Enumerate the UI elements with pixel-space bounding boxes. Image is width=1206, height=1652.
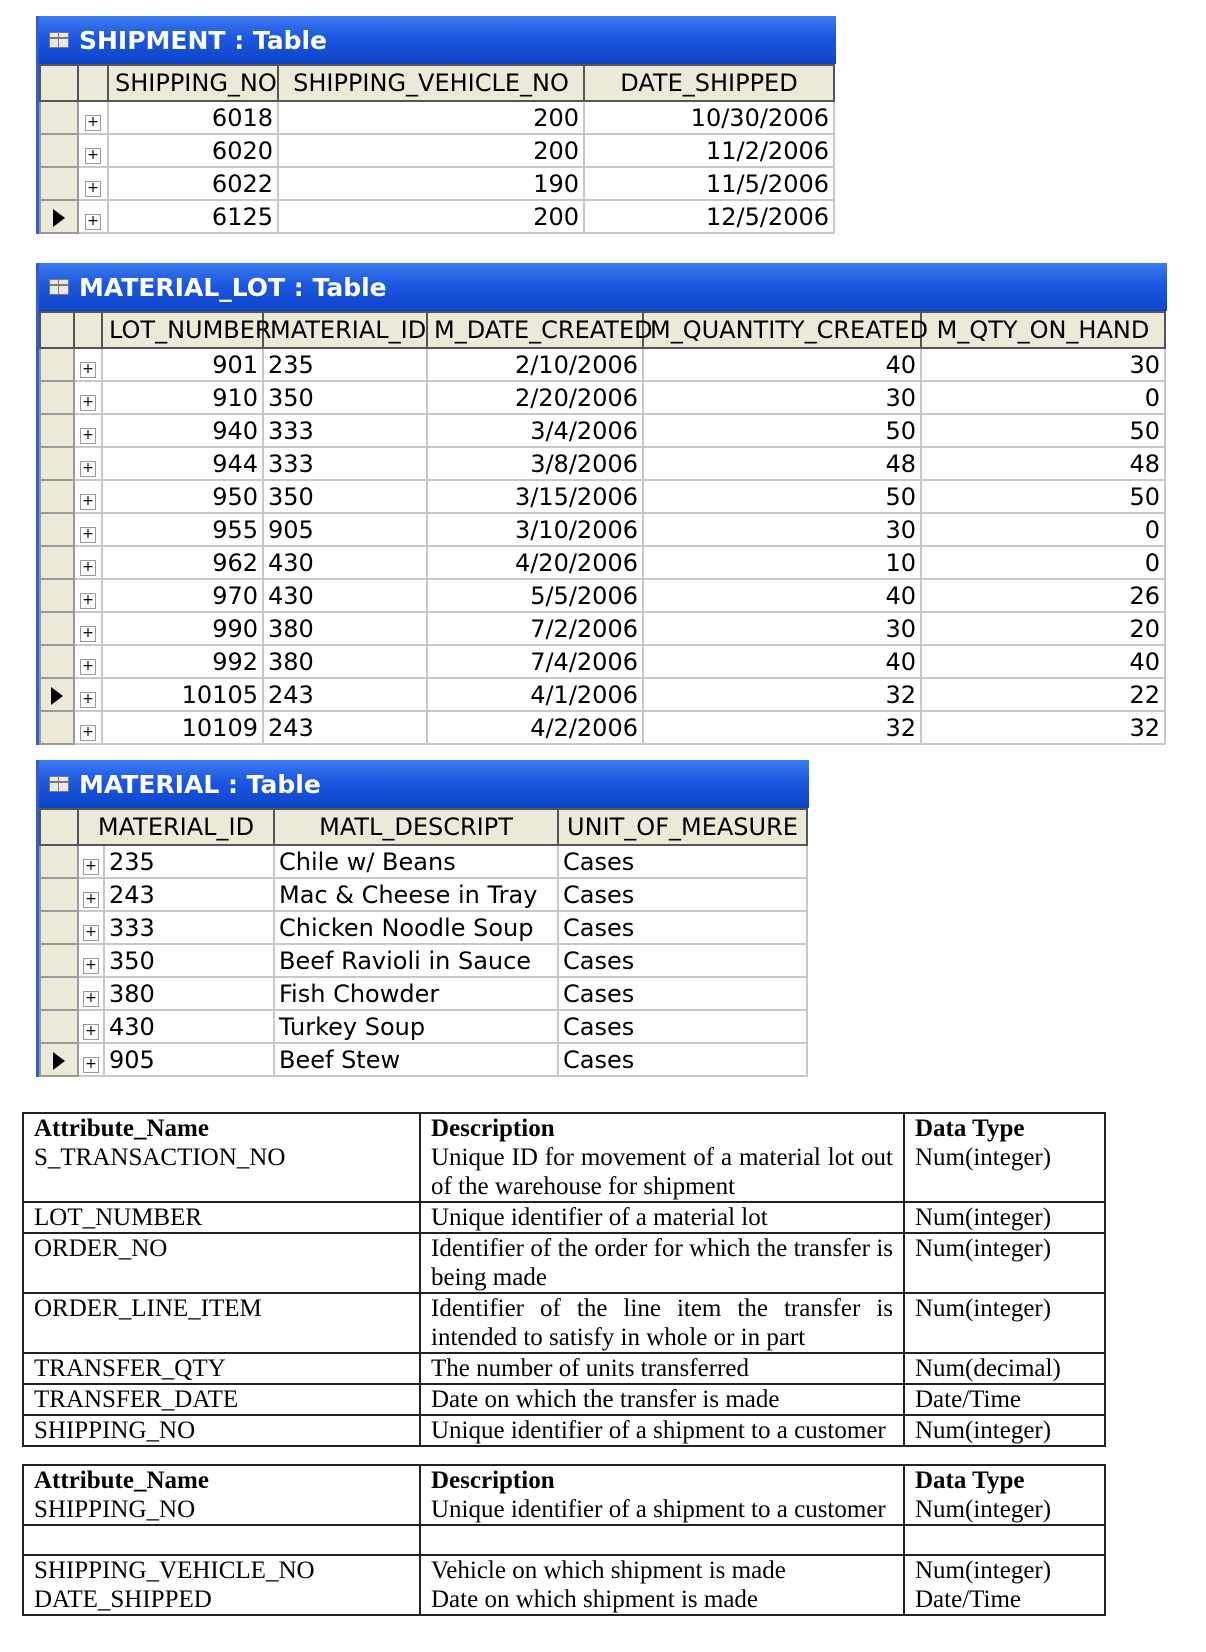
expand-icon[interactable]: + (74, 612, 102, 645)
table-row (23, 1143, 1105, 1202)
material-lot-titlebar[interactable] (39, 263, 1167, 311)
attribute-name: TRANSFER_QTY (23, 1353, 420, 1384)
cell[interactable]: 30 (921, 348, 1165, 381)
cell[interactable]: 333 (104, 911, 274, 944)
shipment-title: SHIPMENT : Table (79, 25, 328, 55)
attribute-name: S_TRANSACTION_NO (23, 1143, 420, 1202)
attribute-type: Num(decimal) (904, 1353, 1105, 1384)
table-row (23, 1353, 1105, 1384)
cell[interactable]: 350 (263, 480, 427, 513)
row-selector[interactable] (40, 612, 74, 645)
cell[interactable]: 380 (263, 612, 427, 645)
expand-icon[interactable]: + (74, 447, 102, 480)
cell[interactable]: 32 (921, 711, 1165, 744)
cell[interactable]: 40 (643, 645, 921, 678)
attribute-description: Vehicle on which shipment is made (420, 1555, 904, 1585)
cell[interactable]: 430 (263, 546, 427, 579)
table-row (23, 1202, 1105, 1233)
cell[interactable]: Cases (558, 878, 807, 911)
current-record-icon (53, 209, 65, 227)
cell[interactable]: 944 (102, 447, 263, 480)
cell[interactable]: 0 (921, 513, 1165, 546)
table-row[interactable] (40, 480, 1165, 513)
cell[interactable]: 200 (278, 200, 584, 233)
cell[interactable]: 380 (263, 645, 427, 678)
table-row (23, 1384, 1105, 1415)
corner-selector[interactable] (40, 65, 78, 101)
corner-selector[interactable] (40, 312, 74, 348)
row-selector[interactable] (40, 101, 78, 134)
expand-icon[interactable]: + (78, 167, 108, 200)
attribute-description: Unique identifier of a material lot (420, 1202, 904, 1233)
expand-icon[interactable]: + (74, 348, 102, 381)
table-row (23, 1525, 1105, 1555)
cell[interactable]: 26 (921, 579, 1165, 612)
row-selector[interactable] (40, 167, 78, 200)
expand-icon[interactable]: + (78, 200, 108, 233)
expand-icon[interactable]: + (74, 513, 102, 546)
cell[interactable]: 962 (102, 546, 263, 579)
expand-icon[interactable]: + (74, 381, 102, 414)
cell[interactable]: 10 (643, 546, 921, 579)
col-header[interactable]: DATE_SHIPPED (584, 65, 834, 101)
col-header[interactable]: M_QTY_ON_HAND (921, 312, 1165, 348)
expand-icon[interactable]: + (74, 645, 102, 678)
current-record-icon (51, 687, 63, 705)
table-row (23, 1495, 1105, 1525)
table-row (23, 1293, 1105, 1353)
row-selector[interactable] (40, 381, 74, 414)
cell[interactable]: Cases (558, 1043, 807, 1076)
cell[interactable]: 333 (263, 414, 427, 447)
attribute-description: Identifier of the line item the transfer is intended to satisfy in whole or in part (420, 1293, 904, 1353)
shipment-window (36, 16, 836, 234)
cell[interactable]: Cases (558, 845, 807, 878)
table-header-row (23, 1113, 1105, 1143)
cell[interactable]: 901 (102, 348, 263, 381)
cell[interactable]: 40 (643, 348, 921, 381)
row-selector[interactable] (40, 513, 74, 546)
cell[interactable]: 2/20/2006 (427, 381, 643, 414)
expand-icon[interactable]: + (78, 911, 104, 944)
row-selector[interactable] (40, 645, 74, 678)
row-selector[interactable] (40, 1043, 78, 1076)
attribute-type (904, 1525, 1105, 1555)
shipment-titlebar[interactable] (39, 16, 836, 64)
cell[interactable]: 4/1/2006 (427, 678, 643, 711)
col-header[interactable]: M_QUANTITY_CREATED (643, 312, 921, 348)
expand-icon[interactable]: + (74, 711, 102, 744)
cell[interactable]: Beef Stew (274, 1043, 558, 1076)
cell[interactable]: 0 (921, 546, 1165, 579)
cell[interactable]: 20 (921, 612, 1165, 645)
expand-icon[interactable]: + (74, 414, 102, 447)
expand-icon[interactable]: + (78, 878, 104, 911)
expand-icon[interactable]: + (74, 480, 102, 513)
cell[interactable]: 950 (102, 480, 263, 513)
table-row (23, 1233, 1105, 1293)
material-lot-window (36, 263, 1167, 745)
table-header-row (23, 1465, 1105, 1495)
expand-icon[interactable]: + (74, 678, 102, 711)
table-row[interactable] (40, 711, 1165, 744)
cell[interactable]: Cases (558, 977, 807, 1010)
cell[interactable]: 32 (643, 711, 921, 744)
attribute-type: Num(integer) (904, 1415, 1105, 1446)
cell[interactable]: 970 (102, 579, 263, 612)
row-selector[interactable] (40, 134, 78, 167)
attribute-name: DATE_SHIPPED (23, 1585, 420, 1615)
col-header[interactable]: MATERIAL_ID (263, 312, 427, 348)
table-row (23, 1415, 1105, 1446)
table-row[interactable] (40, 101, 834, 134)
row-selector[interactable] (40, 977, 78, 1010)
expand-icon[interactable]: + (78, 134, 108, 167)
expand-icon[interactable]: + (74, 579, 102, 612)
cell[interactable]: 6022 (108, 167, 278, 200)
attribute-type: Num(integer) (904, 1555, 1105, 1585)
material-title: MATERIAL : Table (79, 769, 321, 799)
row-selector[interactable] (40, 546, 74, 579)
cell[interactable]: 32 (643, 678, 921, 711)
cell[interactable]: 7/4/2006 (427, 645, 643, 678)
row-selector[interactable] (40, 678, 74, 711)
table-row[interactable] (40, 348, 1165, 381)
cell[interactable]: 430 (263, 579, 427, 612)
header-row (40, 312, 1165, 348)
header-cell: Description (420, 1113, 904, 1143)
table-row[interactable] (40, 381, 1165, 414)
col-header[interactable]: M_DATE_CREATED (427, 312, 643, 348)
attribute-name: SHIPPING_NO (23, 1495, 420, 1525)
cell[interactable]: 992 (102, 645, 263, 678)
cell[interactable]: Turkey Soup (274, 1010, 558, 1043)
cell[interactable]: 350 (104, 944, 274, 977)
table-row[interactable] (40, 645, 1165, 678)
attribute-description: Unique identifier of a shipment to a customer (420, 1415, 904, 1446)
attribute-description: Unique identifier of a shipment to a customer (420, 1495, 904, 1525)
row-selector[interactable] (40, 911, 78, 944)
cell[interactable]: 3/10/2006 (427, 513, 643, 546)
cell[interactable]: 235 (263, 348, 427, 381)
cell[interactable]: 3/15/2006 (427, 480, 643, 513)
table-row[interactable] (40, 414, 1165, 447)
attribute-type: Date/Time (904, 1585, 1105, 1615)
table-row[interactable] (40, 612, 1165, 645)
cell[interactable]: 2/10/2006 (427, 348, 643, 381)
cell[interactable]: 3/4/2006 (427, 414, 643, 447)
header-spacer (74, 312, 102, 348)
attribute-description: Date on which the transfer is made (420, 1384, 904, 1415)
header-cell: Data Type (904, 1113, 1105, 1143)
expand-icon[interactable]: + (78, 1010, 104, 1043)
cell[interactable]: 50 (921, 480, 1165, 513)
header-row (40, 809, 807, 845)
attribute-type: Num(integer) (904, 1233, 1105, 1293)
cell[interactable]: 243 (104, 878, 274, 911)
attribute-name: ORDER_LINE_ITEM (23, 1293, 420, 1353)
attribute-name: SHIPPING_NO (23, 1415, 420, 1446)
table-row[interactable] (40, 678, 1165, 711)
cell[interactable]: Cases (558, 944, 807, 977)
table-row[interactable] (40, 513, 1165, 546)
cell[interactable]: 7/2/2006 (427, 612, 643, 645)
cell[interactable]: 30 (643, 381, 921, 414)
col-header[interactable]: UNIT_OF_MEASURE (558, 809, 807, 845)
transfer-attributes-table (22, 1112, 1106, 1447)
cell[interactable]: 910 (102, 381, 263, 414)
cell[interactable]: 243 (263, 711, 427, 744)
table-row[interactable] (40, 134, 834, 167)
attribute-type: Num(integer) (904, 1293, 1105, 1353)
cell[interactable]: 990 (102, 612, 263, 645)
cell[interactable]: 200 (278, 134, 584, 167)
attribute-name: SHIPPING_VEHICLE_NO (23, 1555, 420, 1585)
cell[interactable]: 6020 (108, 134, 278, 167)
table-row[interactable] (40, 579, 1165, 612)
cell[interactable]: 0 (921, 381, 1165, 414)
table-row[interactable] (40, 944, 807, 977)
row-selector[interactable] (40, 711, 74, 744)
attribute-name: ORDER_NO (23, 1233, 420, 1293)
row-selector[interactable] (40, 480, 74, 513)
attribute-description: Unique ID for movement of a material lot out of the warehouse for shipment (420, 1143, 904, 1202)
expand-icon[interactable]: + (74, 546, 102, 579)
cell[interactable]: Beef Ravioli in Sauce (274, 944, 558, 977)
expand-icon[interactable]: + (78, 944, 104, 977)
table-row (23, 1555, 1105, 1585)
cell[interactable]: Cases (558, 1010, 807, 1043)
expand-icon[interactable]: + (78, 845, 104, 878)
row-selector[interactable] (40, 414, 74, 447)
attribute-name: LOT_NUMBER (23, 1202, 420, 1233)
cell[interactable]: 4/20/2006 (427, 546, 643, 579)
expand-icon[interactable]: + (78, 101, 108, 134)
cell[interactable]: 22 (921, 678, 1165, 711)
row-selector[interactable] (40, 845, 78, 878)
col-header[interactable]: SHIPPING_VEHICLE_NO (278, 65, 584, 101)
row-selector[interactable] (40, 944, 78, 977)
cell[interactable]: Chicken Noodle Soup (274, 911, 558, 944)
cell[interactable]: 190 (278, 167, 584, 200)
cell[interactable]: 10105 (102, 678, 263, 711)
table-row[interactable] (40, 1010, 807, 1043)
cell[interactable]: 6125 (108, 200, 278, 233)
table-row (23, 1585, 1105, 1615)
col-header[interactable]: SHIPPING_NO (108, 65, 278, 101)
material-window (36, 760, 809, 1077)
table-row[interactable] (40, 878, 807, 911)
attribute-description: The number of units transferred (420, 1353, 904, 1384)
table-icon (49, 279, 69, 295)
cell[interactable]: 235 (104, 845, 274, 878)
cell[interactable]: 10109 (102, 711, 263, 744)
cell[interactable]: 48 (921, 447, 1165, 480)
cell[interactable]: 243 (263, 678, 427, 711)
table-row[interactable] (40, 845, 807, 878)
attribute-type: Num(integer) (904, 1495, 1105, 1525)
header-cell: Attribute_Name (23, 1113, 420, 1143)
cell[interactable]: 30 (643, 513, 921, 546)
cell[interactable]: 6018 (108, 101, 278, 134)
table-row[interactable] (40, 447, 1165, 480)
cell[interactable]: Mac & Cheese in Tray (274, 878, 558, 911)
shipment-grid (39, 64, 835, 234)
table-row[interactable] (40, 167, 834, 200)
cell[interactable]: 11/5/2006 (584, 167, 834, 200)
header-cell: Attribute_Name (23, 1465, 420, 1495)
attribute-description: Date on which shipment is made (420, 1585, 904, 1615)
cell[interactable]: 333 (263, 447, 427, 480)
table-row[interactable] (40, 977, 807, 1010)
cell[interactable]: 30 (643, 612, 921, 645)
table-row[interactable] (40, 911, 807, 944)
cell[interactable]: 350 (263, 381, 427, 414)
col-header[interactable]: LOT_NUMBER (102, 312, 263, 348)
cell[interactable]: 10/30/2006 (584, 101, 834, 134)
cell[interactable]: 905 (104, 1043, 274, 1076)
cell[interactable]: 40 (643, 579, 921, 612)
attribute-type: Num(integer) (904, 1202, 1105, 1233)
row-selector[interactable] (40, 447, 74, 480)
row-selector[interactable] (40, 878, 78, 911)
cell[interactable]: 940 (102, 414, 263, 447)
material-titlebar[interactable] (39, 760, 809, 808)
material-grid (39, 808, 808, 1077)
cell[interactable]: 50 (643, 480, 921, 513)
row-selector[interactable] (40, 579, 74, 612)
cell[interactable]: 50 (643, 414, 921, 447)
current-record-icon (53, 1052, 65, 1070)
material-lot-title: MATERIAL_LOT : Table (79, 272, 387, 302)
shipment-attributes-table (22, 1464, 1106, 1616)
cell[interactable]: 905 (263, 513, 427, 546)
cell[interactable]: 430 (104, 1010, 274, 1043)
attribute-description (420, 1525, 904, 1555)
row-selector[interactable] (40, 348, 74, 381)
expand-icon[interactable]: + (78, 977, 104, 1010)
material-lot-grid (39, 311, 1166, 745)
attribute-name: TRANSFER_DATE (23, 1384, 420, 1415)
cell[interactable]: 48 (643, 447, 921, 480)
table-row[interactable] (40, 200, 834, 233)
cell[interactable]: 3/8/2006 (427, 447, 643, 480)
cell[interactable]: 955 (102, 513, 263, 546)
row-selector[interactable] (40, 1010, 78, 1043)
corner-selector[interactable] (40, 809, 78, 845)
col-header[interactable]: MATL_DESCRIPT (274, 809, 558, 845)
header-cell: Data Type (904, 1465, 1105, 1495)
table-row[interactable] (40, 1043, 807, 1076)
header-spacer (78, 65, 108, 101)
table-icon (49, 776, 69, 792)
cell[interactable]: Cases (558, 911, 807, 944)
cell[interactable]: 5/5/2006 (427, 579, 643, 612)
cell[interactable]: 200 (278, 101, 584, 134)
cell[interactable]: 40 (921, 645, 1165, 678)
table-icon (49, 32, 69, 48)
header-cell: Description (420, 1465, 904, 1495)
row-selector[interactable] (40, 200, 78, 233)
attribute-type: Date/Time (904, 1384, 1105, 1415)
attribute-type: Num(integer) (904, 1143, 1105, 1202)
cell[interactable]: Chile w/ Beans (274, 845, 558, 878)
attribute-name (23, 1525, 420, 1555)
cell[interactable]: 12/5/2006 (584, 200, 834, 233)
cell[interactable]: 50 (921, 414, 1165, 447)
cell[interactable]: 11/2/2006 (584, 134, 834, 167)
attribute-description: Identifier of the order for which the transfer is being made (420, 1233, 904, 1293)
expand-icon[interactable]: + (78, 1043, 104, 1076)
cell[interactable]: 4/2/2006 (427, 711, 643, 744)
table-row[interactable] (40, 546, 1165, 579)
cell[interactable]: 380 (104, 977, 274, 1010)
cell[interactable]: Fish Chowder (274, 977, 558, 1010)
header-row (40, 65, 834, 101)
col-header[interactable]: MATERIAL_ID (78, 809, 274, 845)
